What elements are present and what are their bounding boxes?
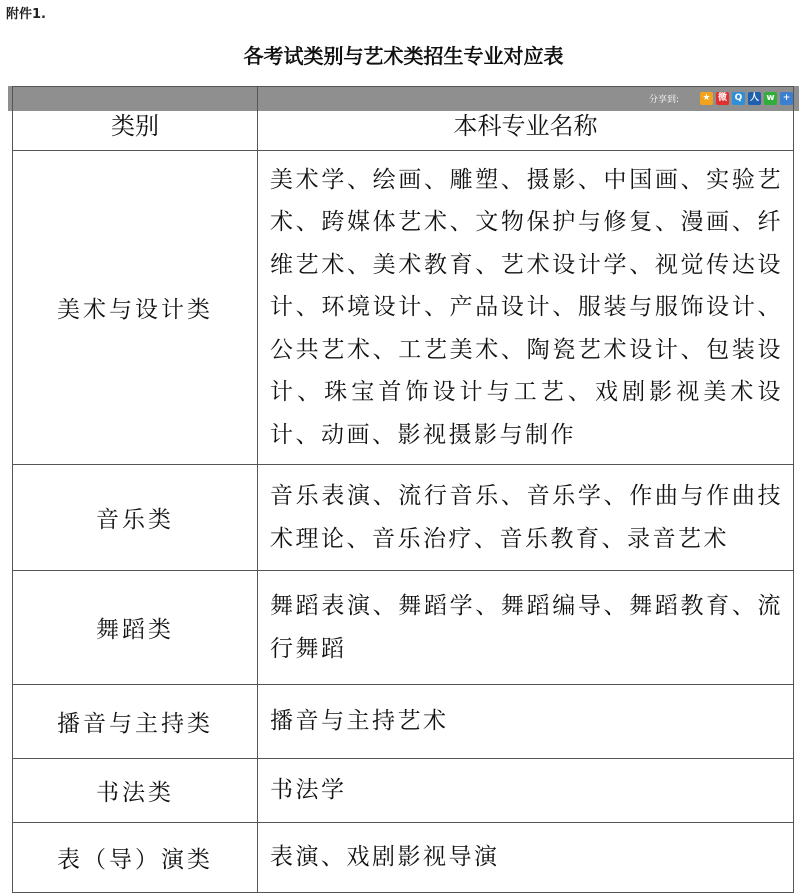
majors-cell: 书法学 [258,759,794,823]
majors-cell: 音乐表演、流行音乐、音乐学、作曲与作曲技术理论、音乐治疗、音乐教育、录音艺术 [258,465,794,571]
more-icon[interactable]: + [780,92,793,105]
category-cell: 表（导）演类 [13,823,258,893]
wechat-icon[interactable]: w [764,92,777,105]
page-title: 各考试类别与艺术类招生专业对应表 [243,44,564,68]
share-label: 分享到: [648,95,679,105]
table-row [13,465,794,571]
majors-cell: 美术学、绘画、雕塑、摄影、中国画、实验艺术、跨媒体艺术、文物保护与修复、漫画、纤维艺术、美术教育、艺术设计学、视觉传达设计、环境设计、产品设计、服装与服饰设计、公共艺术、工艺美术、陶瓷艺术设计、包装设计、珠宝首饰设计与工艺、戏剧影视美术设计、动画、影视摄影与制作 [258,151,794,465]
category-cell: 播音与主持类 [13,685,258,759]
table-row [13,685,794,759]
header-majors: 本科专业名称 [258,87,794,151]
table-row [13,151,794,465]
table-header-row [13,87,794,151]
category-cell: 书法类 [13,759,258,823]
major-table [12,86,794,893]
category-cell: 美术与设计类 [13,151,258,465]
table-row [13,823,794,893]
table-row [13,571,794,685]
table-row [13,759,794,823]
category-cell: 音乐类 [13,465,258,571]
qzone-icon[interactable]: ★ [700,92,713,105]
attachment-label: 附件1. [6,7,46,22]
renren-icon[interactable]: 人 [749,93,759,103]
header-category: 类别 [13,87,258,151]
weibo-icon[interactable]: 微 [717,93,727,103]
majors-cell: 舞蹈表演、舞蹈学、舞蹈编导、舞蹈教育、流行舞蹈 [258,571,794,685]
tencent-weibo-icon[interactable]: Q [732,92,745,105]
majors-cell: 播音与主持艺术 [258,685,794,759]
category-cell: 舞蹈类 [13,571,258,685]
majors-cell: 表演、戏剧影视导演 [258,823,794,893]
